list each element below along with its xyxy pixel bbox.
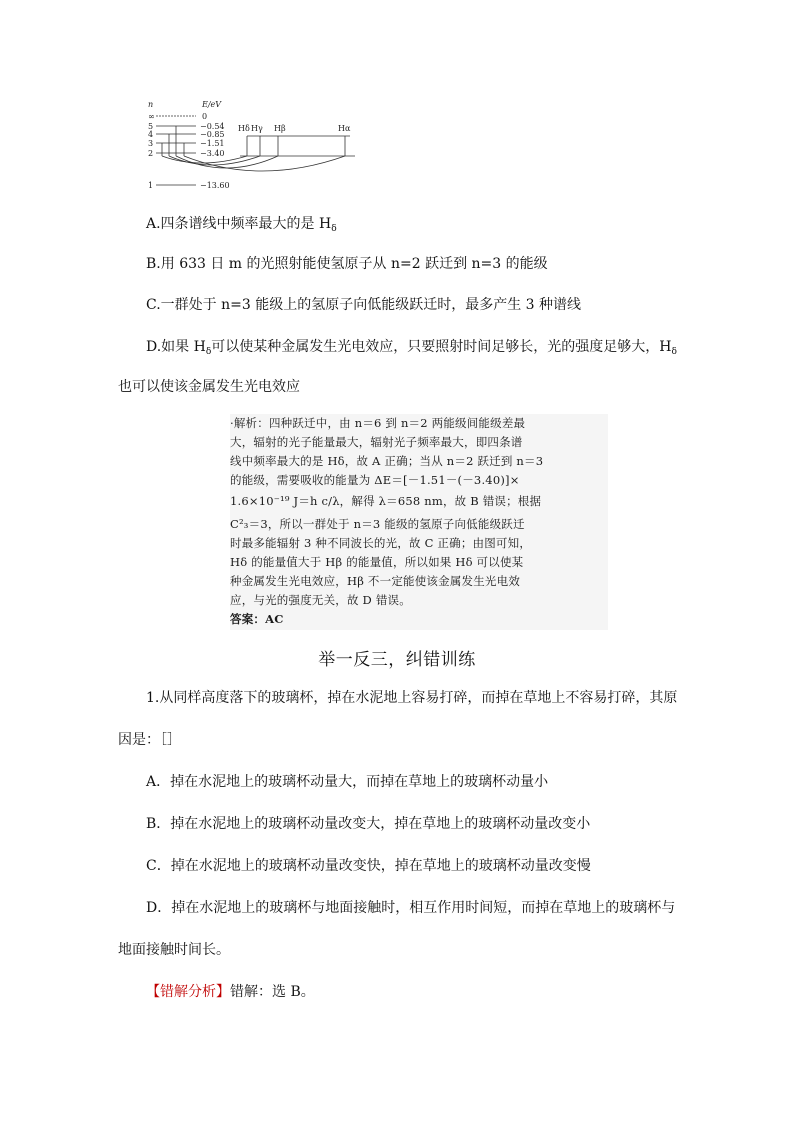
level-n-inf: ∞ <box>148 112 155 121</box>
line-label-h-beta: Hβ <box>274 124 286 133</box>
question-option-a: A．掉在水泥地上的玻璃杯动量大，而掉在草地上的玻璃杯动量小 <box>146 774 549 790</box>
solution-line: 应，与光的强度无关，故 D 错误。 <box>230 593 411 607</box>
error-analysis-label: 【错解分析】 <box>146 984 230 1000</box>
solution-line: 1.6×10⁻¹⁹ J＝h c/λ，解得 λ＝658 nm，故 B 错误；根据 <box>230 494 542 508</box>
error-analysis <box>146 982 315 1002</box>
question-option-d-continued: 地面接触时间长。 <box>118 942 230 958</box>
option-c: C.一群处于 n=3 能级上的氢原子向低能级跃迁时，最多产生 3 种谱线 <box>146 297 582 313</box>
question-text-continued: 因是：［］ <box>118 732 181 748</box>
solution-line: 大，辐射的光子能量最大，辐射光子频率最大，即四条谱 <box>230 435 523 449</box>
solution-line: C²₃＝3，所以一群处于 n＝3 能级的氢原子向低能级跃迁 <box>230 517 525 531</box>
level-n-5: 5 <box>148 122 154 131</box>
question-option-d: D．掉在水泥地上的玻璃杯与地面接触时，相互作用时间短，而掉在草地上的玻璃杯与 <box>146 900 676 916</box>
solution-line: 线中频率最大的是 Hδ，故 A 正确；当从 n＝2 跃迁到 n＝3 <box>230 454 544 468</box>
solution-line: 时最多能辐射 3 种不同波长的光，故 C 正确；由图可知， <box>230 536 532 550</box>
solution-block <box>230 414 608 630</box>
option-d-continued: 也可以使该金属发生光电效应 <box>118 379 300 395</box>
level-e-inf: 0 <box>202 112 208 121</box>
option-d: D.如果 $H_\delta$可以使某种金属发生光电效应，只要照射时间足够长，光的强度足够大，$H_\delta$ <box>146 339 677 357</box>
level-e-5: −0.54 <box>200 122 225 131</box>
solution-line: 种金属发生光电效应，Hβ 不一定能使该金属发生光电效 <box>230 574 521 588</box>
level-n-1: 1 <box>148 181 154 190</box>
level-n-2: 2 <box>148 149 154 158</box>
option-a: A.四条谱线中频率最大的是 $H_\delta$ <box>146 216 337 234</box>
question-option-b: B．掉在水泥地上的玻璃杯动量改变大，掉在草地上的玻璃杯动量改变小 <box>146 816 591 832</box>
solution-line: 的能级，需要吸收的能量为 ΔE＝[－1.51－(－3.40)]× <box>230 473 520 487</box>
error-analysis-text: 错解：选 B。 <box>230 984 315 1000</box>
solution-line: Hδ 的能量值大于 Hβ 的能量值，所以如果 Hδ 可以使某 <box>230 555 524 569</box>
energy-level-diagram <box>140 98 370 196</box>
option-b: B.用 633 日 m 的光照射能使氢原子从 n=2 跃迁到 n=3 的能级 <box>146 256 548 272</box>
solution-line: ·解析：四种跃迁中，由 n＝6 到 n＝2 两能级间能级差最 <box>230 416 526 430</box>
solution-answer: 答案：AC <box>230 612 284 626</box>
level-e-1: −13.60 <box>200 181 230 190</box>
section-title: 举一反三，纠错训练 <box>318 650 476 670</box>
level-e-3: −1.51 <box>200 139 225 148</box>
level-n-4: 4 <box>148 130 154 139</box>
level-n-3: 3 <box>148 139 154 148</box>
level-e-4: −0.85 <box>200 130 225 139</box>
line-label-h-delta: Hδ <box>238 124 250 133</box>
line-label-h-alpha: Hα <box>338 124 351 133</box>
line-label-h-gamma: Hγ <box>251 124 263 133</box>
level-e-2: −3.40 <box>200 149 225 158</box>
energy-axis-label: E/eV <box>202 100 222 109</box>
n-axis-label: n <box>148 100 154 109</box>
question-option-c: C．掉在水泥地上的玻璃杯动量改变快，掉在草地上的玻璃杯动量改变慢 <box>146 858 591 874</box>
question-text: 1.从同样高度落下的玻璃杯，掉在水泥地上容易打碎，而掉在草地上不容易打碎，其原 <box>146 690 678 706</box>
